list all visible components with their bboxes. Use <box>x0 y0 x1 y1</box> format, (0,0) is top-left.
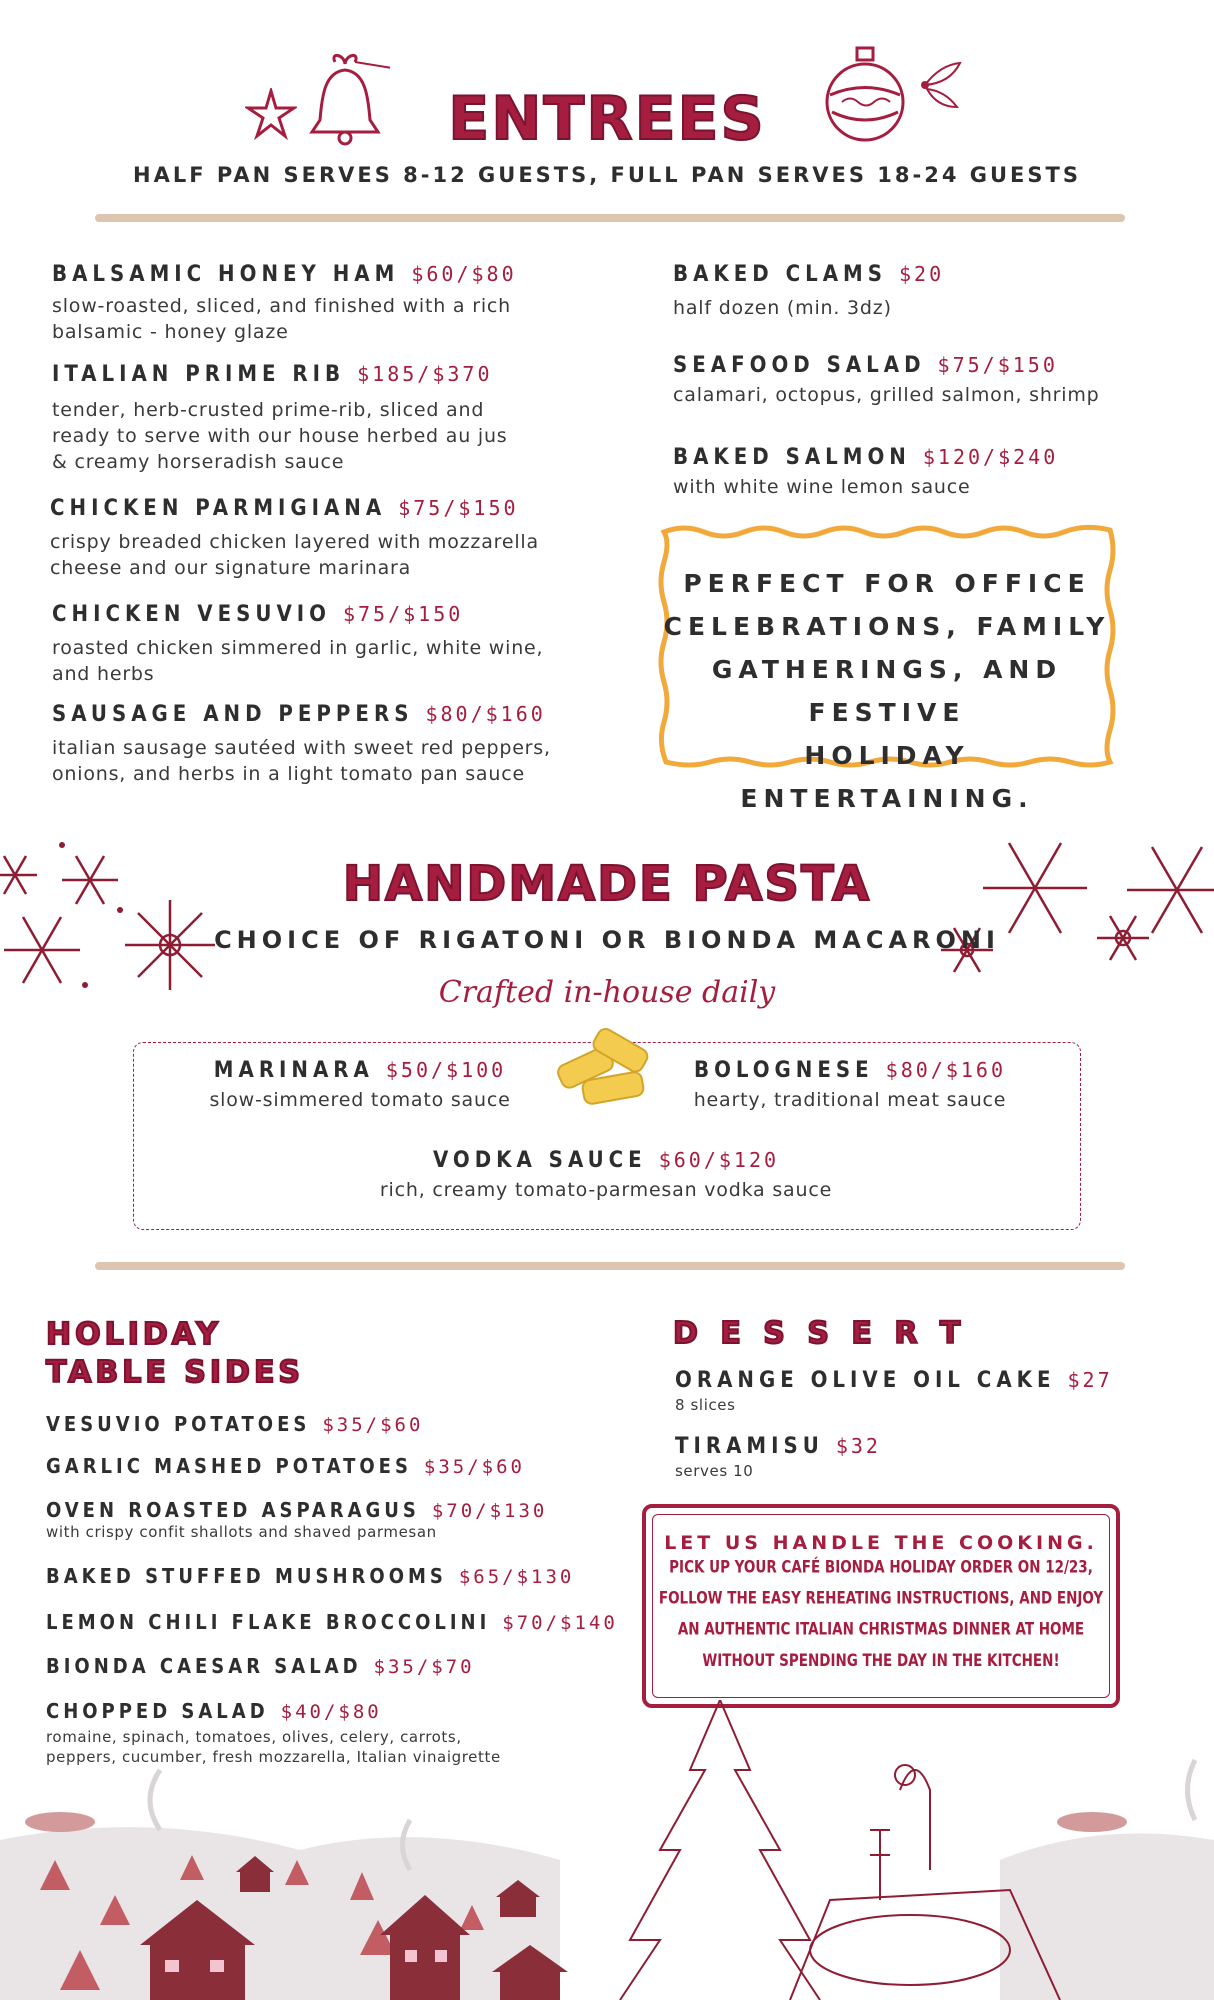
entree-item <box>50 496 630 581</box>
item-price: $60/$80 <box>411 262 517 286</box>
item-desc: slow-roasted, sliced, and finished with a rich balsamic - honey glaze <box>52 295 511 343</box>
callout-text: PERFECT FOR OFFICE CELEBRATIONS, FAMILY GATHERINGS, AND FESTIVE HOLIDAY ENTERTAINING. <box>663 569 1111 813</box>
item-price: $60/$120 <box>658 1148 780 1172</box>
item-desc: rich, creamy tomato-parmesan vodka sauce <box>379 1179 833 1201</box>
item-name: SEAFOOD SALAD <box>673 353 926 378</box>
item-price: $75/$150 <box>398 496 519 520</box>
item-price: $80/$160 <box>425 702 546 726</box>
item-desc: hearty, traditional meat sauce <box>693 1089 1007 1111</box>
item-price: $75/$150 <box>342 602 464 626</box>
item-name: BAKED SALMON <box>673 445 911 470</box>
divider <box>95 1262 1125 1270</box>
entree-item <box>52 602 632 687</box>
item-price: $27 <box>1067 1368 1113 1392</box>
item-name: ORANGE OLIVE OIL CAKE <box>675 1368 1056 1393</box>
entree-item <box>673 445 1173 500</box>
side-item: LEMON CHILI FLAKE BROCCOLINI $70/$140 <box>46 1610 618 1634</box>
side-item: CHOPPED SALAD $40/$80 romaine, spinach, tomatoes, olives, celery, carrots, peppers, cucumber, fresh mozzarella, Italian vinaigrette <box>46 1699 501 1766</box>
pasta-subtitle: CHOICE OF RIGATONI OR BIONDA MACARONI <box>214 926 1000 954</box>
rigatoni-icon <box>548 1018 666 1118</box>
item-desc: serves 10 <box>675 1462 754 1480</box>
entree-item <box>52 262 632 345</box>
sides-title: HOLIDAY TABLE SIDES <box>46 1317 305 1390</box>
item-price: $20 <box>899 262 945 286</box>
entrees-subtitle: HALF PAN SERVES 8-12 GUESTS, FULL PAN SERVES 18-24 GUESTS <box>133 163 1081 187</box>
dessert-item <box>675 1434 1155 1481</box>
item-name: BAKED CLAMS <box>673 262 887 287</box>
item-desc: calamari, octopus, grilled salmon, shrimp <box>673 384 1100 406</box>
item-name: CHICKEN PARMIGIANA <box>50 496 387 521</box>
side-item: VESUVIO POTATOES $35/$60 <box>46 1412 424 1436</box>
item-desc: slow-simmered tomato sauce <box>209 1089 511 1111</box>
item-desc: roasted chicken simmered in garlic, white wine, and herbs <box>52 637 544 685</box>
pasta-tagline: Crafted in-house daily <box>438 975 776 1010</box>
item-price: $120/$240 <box>922 445 1059 469</box>
item-name: BOLOGNESE <box>694 1058 874 1083</box>
item-name: MARINARA <box>213 1058 374 1083</box>
item-price: $50/$100 <box>385 1058 507 1082</box>
item-desc: tender, herb-crusted prime-rib, sliced and ready to serve with our house herbed au jus & creamy horseradish sauce <box>52 399 508 473</box>
side-item: BAKED STUFFED MUSHROOMS $65/$130 <box>46 1564 575 1588</box>
notice-headline: LET US HANDLE THE COOKING. <box>664 1532 1098 1554</box>
entree-item <box>673 353 1193 408</box>
item-name: CHICKEN VESUVIO <box>52 602 331 627</box>
christmas-ornament-icon <box>820 40 910 150</box>
pasta-item <box>133 1148 1079 1203</box>
item-desc: 8 slices <box>675 1396 736 1414</box>
entree-item <box>673 262 1173 321</box>
entree-item <box>52 702 642 787</box>
item-price: $185/$370 <box>357 362 493 386</box>
item-desc: half dozen (min. 3dz) <box>673 297 892 319</box>
pasta-title: HANDMADE PASTA <box>342 856 872 912</box>
item-price: $32 <box>835 1434 881 1458</box>
entree-item <box>52 362 632 475</box>
side-item: OVEN ROASTED ASPARAGUS $70/$130 with crispy confit shallots and shaved parmesan <box>46 1498 548 1541</box>
item-name: BALSAMIC HONEY HAM <box>52 262 400 287</box>
side-item: BIONDA CAESAR SALAD $35/$70 <box>46 1654 475 1678</box>
pasta-item <box>155 1058 565 1113</box>
pasta-item <box>660 1058 1040 1113</box>
side-item: GARLIC MASHED POTATOES $35/$60 <box>46 1454 525 1478</box>
item-name: VODKA SAUCE <box>432 1148 647 1173</box>
item-desc: with white wine lemon sauce <box>673 476 971 498</box>
item-price: $75/$150 <box>937 353 1058 377</box>
item-name: ITALIAN PRIME RIB <box>52 362 346 387</box>
holly-icon <box>915 55 970 115</box>
item-desc: crispy breaded chicken layered with mozzarella cheese and our signature marinara <box>50 531 539 579</box>
dessert-title: D E S S E R T <box>673 1316 967 1351</box>
item-name: TIRAMISU <box>675 1434 824 1459</box>
item-price: $80/$160 <box>885 1058 1006 1082</box>
item-name: SAUSAGE AND PEPPERS <box>52 702 414 727</box>
divider <box>95 214 1125 222</box>
winter-village-illustration <box>0 1700 1214 2000</box>
dessert-item <box>675 1368 1155 1415</box>
item-desc: italian sausage sautéed with sweet red peppers, onions, and herbs in a light tomato pan sauce <box>52 737 551 785</box>
entrees-title: ENTREES <box>448 84 766 154</box>
notice-text: LET US HANDLE THE COOKING. PICK UP YOUR CAFÉ BIONDA HOLIDAY ORDER ON 12/23, FOLLOW THE EASY REHEATING INSTRUCTIONS, AND ENJOY AN AUTHENTIC ITALIAN CHRISTMAS DINNER AT HOME WITHOUT SPENDING THE DAY IN THE KITCHEN! <box>650 1532 1112 1668</box>
